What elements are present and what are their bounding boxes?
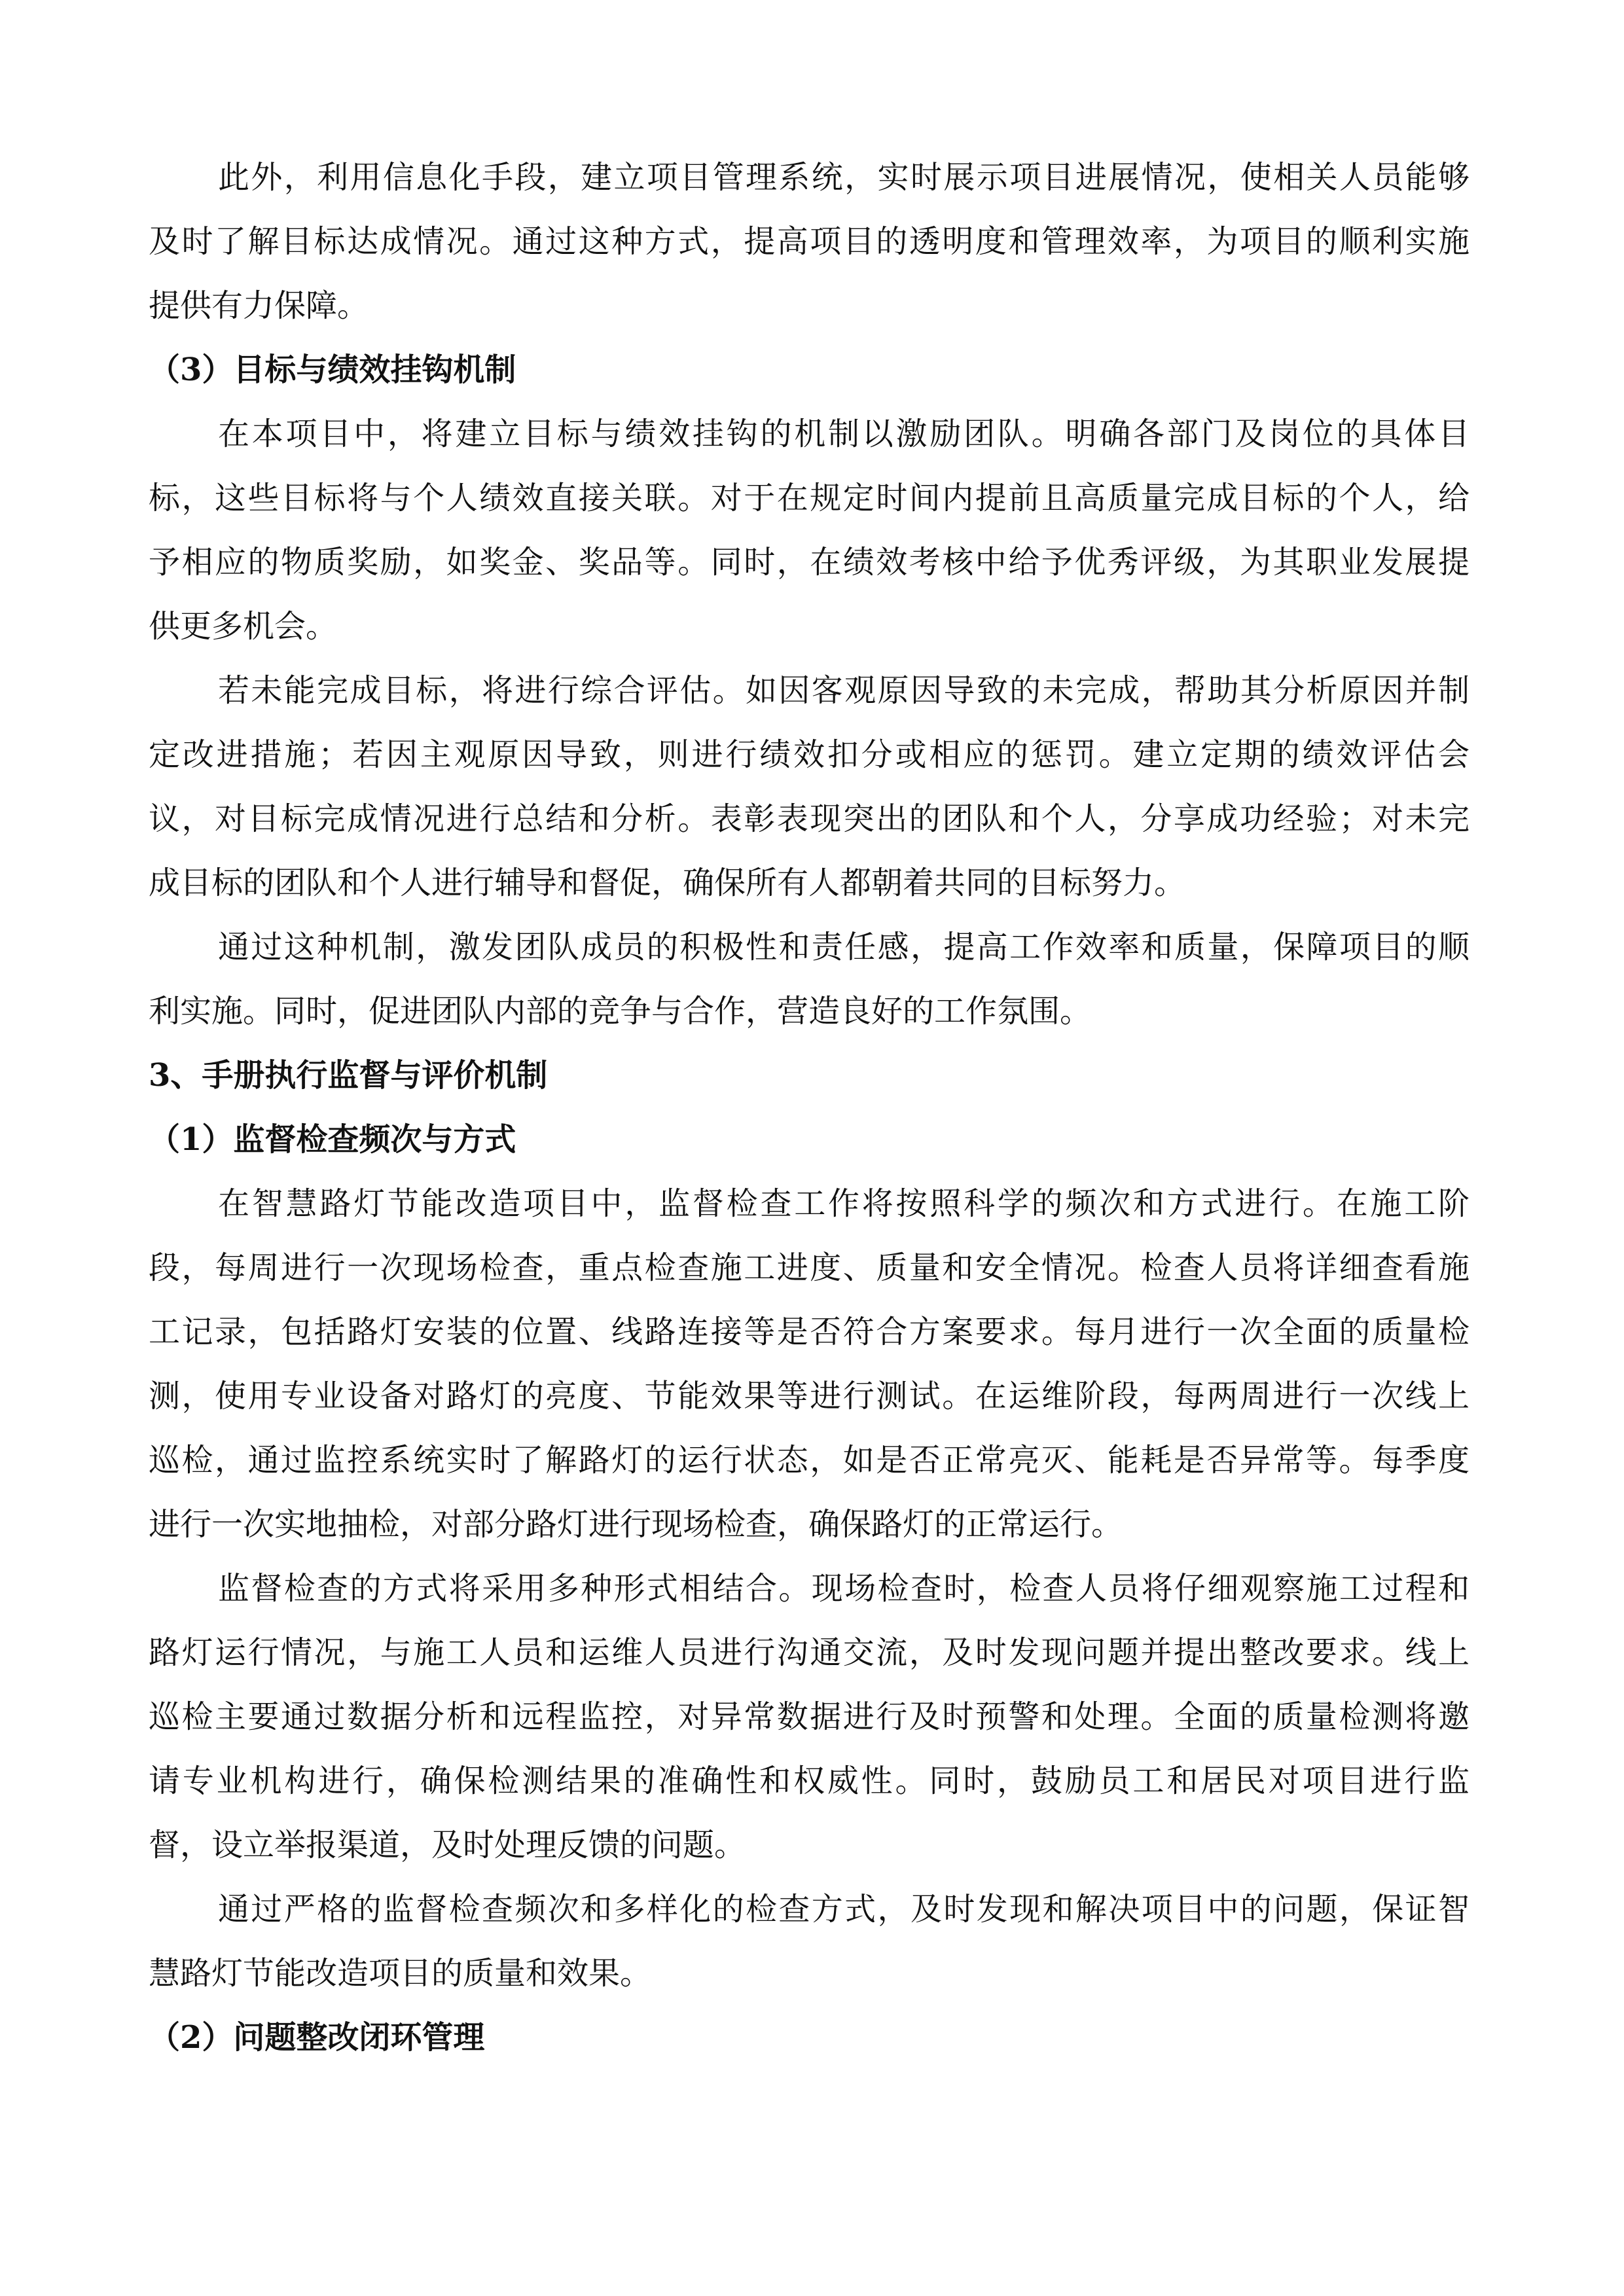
paragraph-line: 监督检查的方式将采用多种形式相结合。现场检查时，检查人员将仔细观察施工过程和 bbox=[218, 1570, 1470, 1607]
paragraph-line: 供更多机会。 bbox=[149, 608, 338, 645]
paragraph bbox=[149, 402, 1470, 658]
paragraph-line: 请专业机构进行，确保检测结果的准确性和权威性。同时，鼓励员工和居民对项目进行监 bbox=[149, 1763, 1470, 1799]
paragraph-line: 及时了解目标达成情况。通过这种方式，提高项目的透明度和管理效率，为项目的顺利实施 bbox=[149, 223, 1470, 260]
section-heading: 3、手册执行监督与评价机制 bbox=[149, 1057, 548, 1094]
paragraph-line: 通过严格的监督检查频次和多样化的检查方式，及时发现和解决项目中的问题，保证智 bbox=[218, 1891, 1470, 1928]
paragraph-line: 成目标的团队和个人进行辅导和督促，确保所有人都朝着共同的目标努力。 bbox=[149, 865, 1186, 901]
paragraph bbox=[149, 658, 1470, 915]
paragraph-line: 提供有力保障。 bbox=[149, 287, 369, 324]
paragraph-line: 此外，利用信息化手段，建立项目管理系统，实时展示项目进展情况，使相关人员能够 bbox=[218, 159, 1470, 196]
paragraph-line: 段，每周进行一次现场检查，重点检查施工进度、质量和安全情况。检查人员将详细查看施 bbox=[149, 1249, 1470, 1286]
paragraph-line: 予相应的物质奖励，如奖金、奖品等。同时，在绩效考核中给予优秀评级，为其职业发展提 bbox=[149, 544, 1470, 581]
section-heading: （2）问题整改闭环管理 bbox=[149, 2019, 485, 2056]
paragraph-line: 议，对目标完成情况进行总结和分析。表彰表现突出的团队和个人，分享成功经验；对未完 bbox=[149, 800, 1470, 837]
section-heading: （3）目标与绩效挂钩机制 bbox=[149, 351, 516, 388]
paragraph-line: 若未能完成目标，将进行综合评估。如因客观原因导致的未完成，帮助其分析原因并制 bbox=[218, 672, 1470, 709]
paragraph-line: 督，设立举报渠道，及时处理反馈的问题。 bbox=[149, 1827, 746, 1863]
document-page bbox=[149, 145, 1470, 2070]
paragraph-line: 定改进措施；若因主观原因导致，则进行绩效扣分或相应的惩罚。建立定期的绩效评估会 bbox=[149, 736, 1470, 773]
paragraph bbox=[149, 1172, 1470, 1556]
paragraph-line: 测，使用专业设备对路灯的亮度、节能效果等进行测试。在运维阶段，每两周进行一次线上 bbox=[149, 1378, 1470, 1414]
paragraph-line: 通过这种机制，激发团队成员的积极性和责任感，提高工作效率和质量，保障项目的顺 bbox=[218, 929, 1470, 965]
paragraph-line: 巡检主要通过数据分析和远程监控，对异常数据进行及时预警和处理。全面的质量检测将邀 bbox=[149, 1698, 1470, 1735]
paragraph-line: 慧路灯节能改造项目的质量和效果。 bbox=[149, 1955, 652, 1992]
paragraph bbox=[149, 1556, 1470, 1877]
paragraph bbox=[149, 1877, 1470, 2005]
paragraph bbox=[149, 915, 1470, 1043]
paragraph-line: 在本项目中，将建立目标与绩效挂钩的机制以激励团队。明确各部门及岗位的具体目 bbox=[218, 416, 1470, 452]
section-heading: （1）监督检查频次与方式 bbox=[149, 1121, 516, 1158]
paragraph bbox=[149, 145, 1470, 338]
paragraph-line: 标，这些目标将与个人绩效直接关联。对于在规定时间内提前且高质量完成目标的个人，给 bbox=[149, 480, 1470, 516]
paragraph-line: 在智慧路灯节能改造项目中，监督检查工作将按照科学的频次和方式进行。在施工阶 bbox=[218, 1185, 1470, 1222]
paragraph-line: 利实施。同时，促进团队内部的竞争与合作，营造良好的工作氛围。 bbox=[149, 993, 1092, 1030]
paragraph-line: 工记录，包括路灯安装的位置、线路连接等是否符合方案要求。每月进行一次全面的质量检 bbox=[149, 1314, 1470, 1350]
paragraph-line: 路灯运行情况，与施工人员和运维人员进行沟通交流，及时发现问题并提出整改要求。线上 bbox=[149, 1634, 1470, 1671]
paragraph-line: 进行一次实地抽检，对部分路灯进行现场检查，确保路灯的正常运行。 bbox=[149, 1506, 1123, 1543]
paragraph-line: 巡检，通过监控系统实时了解路灯的运行状态，如是否正常亮灭、能耗是否异常等。每季度 bbox=[149, 1442, 1470, 1479]
